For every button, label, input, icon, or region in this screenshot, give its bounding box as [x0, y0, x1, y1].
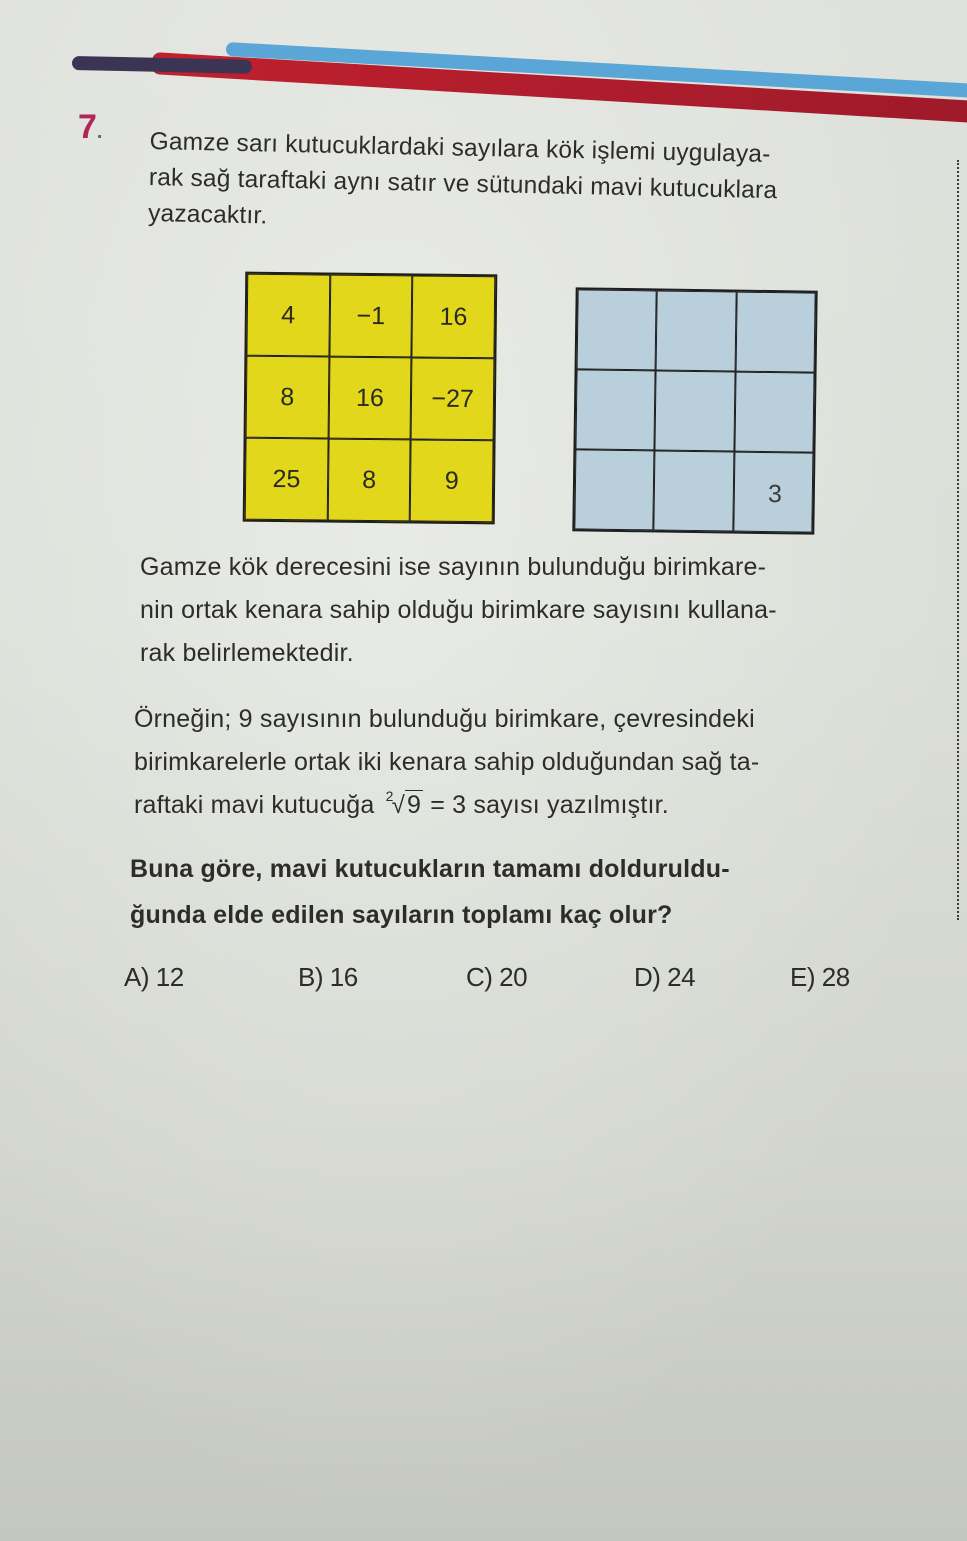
example-line-with-radical	[134, 784, 924, 830]
blue-cell-r3c1	[574, 449, 654, 530]
example-line: birimkarelerle ortak iki kenara sahip olduğundan sağ ta-	[134, 748, 760, 776]
example-suffix: = 3 sayısı yazılmıştır.	[430, 791, 669, 819]
rule-line: nin ortak kenara sahip olduğu birimkare sayısını kullana-	[140, 596, 777, 624]
option-value: 28	[821, 962, 850, 992]
example-prefix: raftaki mavi kutucuğa	[134, 791, 375, 819]
radical-icon: √	[391, 792, 405, 819]
question-number	[78, 108, 102, 147]
option-value: 20	[499, 962, 528, 992]
intro-line: yazacaktır.	[147, 199, 268, 230]
blue-answer-grid	[572, 287, 817, 534]
yellow-cell-r3c1: 25	[245, 438, 329, 521]
margin-dotted-rule	[957, 160, 959, 920]
option-letter: B)	[298, 962, 323, 992]
blue-cell-r1c1	[577, 289, 657, 370]
blue-cell-r2c1	[575, 369, 655, 450]
yellow-cell-r3c3: 9	[410, 439, 494, 522]
yellow-cell-r1c3: 16	[412, 275, 496, 358]
option-c[interactable]	[466, 962, 527, 993]
prompt-line: ğunda elde edilen sayıların toplamı kaç olur?	[130, 901, 673, 929]
blue-cell-r3c2	[654, 450, 734, 531]
blue-cell-r1c2	[656, 290, 736, 371]
yellow-cell-r3c2: 8	[327, 439, 411, 522]
radicand: 9	[406, 791, 422, 819]
yellow-cell-r1c1: 4	[246, 274, 330, 357]
answer-options	[124, 962, 884, 1006]
option-value: 24	[667, 962, 696, 992]
yellow-cell-r2c1: 8	[246, 356, 330, 439]
yellow-number-grid	[243, 272, 498, 525]
yellow-cell-r2c3: −27	[411, 357, 495, 440]
option-letter: C)	[466, 962, 493, 992]
question-intro	[148, 124, 920, 248]
blue-cell-r2c3	[734, 372, 814, 453]
option-letter: D)	[634, 962, 661, 992]
yellow-cell-r2c2: 16	[328, 357, 412, 440]
dark-stripe	[72, 56, 252, 74]
example-line: Örneğin; 9 sayısının bulunduğu birimkare, çevresindeki	[134, 705, 755, 733]
intro-line: rak sağ taraftaki aynı satır ve sütundaki mavi kutucuklara	[148, 163, 778, 205]
blue-cell-r2c2	[655, 370, 735, 451]
square-root-expression	[386, 784, 423, 830]
option-letter: E)	[790, 962, 815, 992]
rule-paragraph	[140, 546, 930, 675]
option-a[interactable]	[124, 962, 184, 993]
option-value: 16	[329, 962, 358, 992]
yellow-cell-r1c2: −1	[329, 275, 413, 358]
intro-line: Gamze sarı kutucuklardaki sayılara kök işlemi uygulaya-	[149, 127, 771, 168]
rule-line: Gamze kök derecesini ise sayının bulunduğu birimkare-	[140, 553, 767, 581]
radical-index: 2	[385, 788, 394, 804]
blue-cell-r3c3: 3	[733, 452, 813, 533]
prompt-line: Buna göre, mavi kutucukların tamamı dolduruldu-	[130, 855, 730, 883]
option-e[interactable]	[790, 962, 850, 993]
question-number-value: 7	[78, 108, 97, 146]
blue-cell-r1c3	[735, 292, 815, 373]
option-value: 12	[155, 962, 184, 992]
option-letter: A)	[124, 962, 149, 992]
rule-line: rak belirlemektedir.	[140, 639, 354, 667]
option-d[interactable]	[634, 962, 695, 993]
example-paragraph	[134, 698, 924, 830]
question-prompt	[130, 846, 930, 938]
question-number-dot: .	[96, 121, 103, 143]
header-stripes	[0, 0, 967, 140]
option-b[interactable]	[298, 962, 358, 993]
